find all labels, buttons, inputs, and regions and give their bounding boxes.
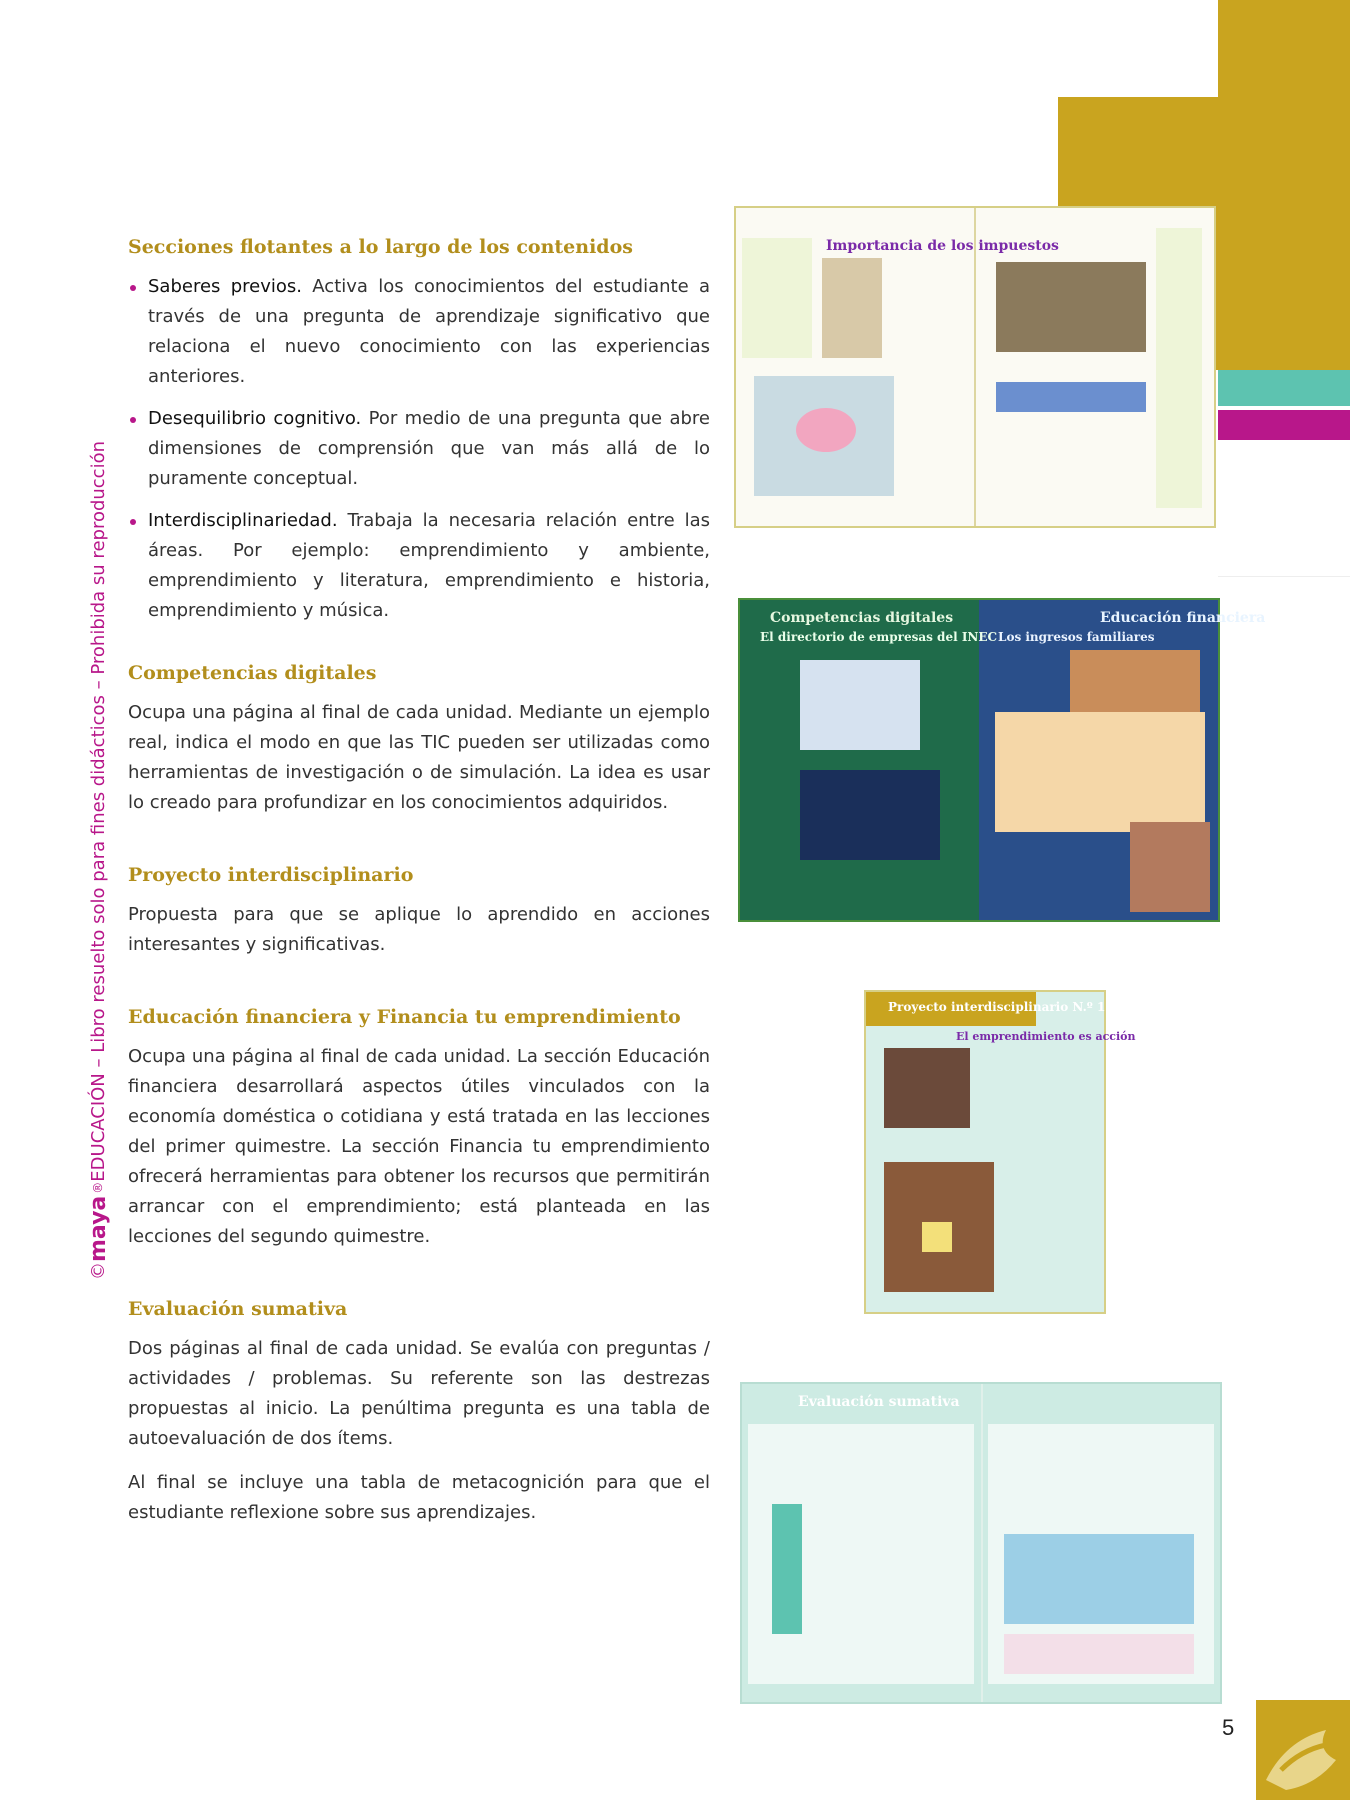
section-title: Evaluación sumativa	[128, 1298, 348, 1320]
item-term: Interdisciplinariedad.	[148, 510, 338, 531]
item-text: Activa los conocimientos del estudiante a través de una pregunta de aprendizaje significativo que relaciona el nuevo conocimiento con las experiencias anteriores.	[148, 276, 711, 387]
section-sumativa	[128, 1298, 710, 1528]
section-financiera	[128, 1006, 710, 1252]
list-item	[128, 272, 710, 392]
section-title: Educación financiera y Financia tu emprendimiento	[128, 1006, 681, 1028]
table-placeholder	[996, 382, 1146, 412]
thumb-subtitle: El directorio de empresas del INEC	[760, 630, 998, 644]
item-term: Saberes previos.	[148, 276, 302, 297]
list-item	[128, 506, 710, 626]
thumb-title: Competencias digitales	[770, 610, 954, 626]
section-proyecto	[128, 864, 710, 960]
thumb-subtitle: Los ingresos familiares	[998, 630, 1155, 644]
divider	[1218, 576, 1350, 577]
brand-name: maya	[85, 1195, 111, 1262]
thumb-title: Evaluación sumativa	[798, 1394, 960, 1410]
thumbnail-proyecto-page	[864, 990, 1136, 1314]
thumb-title: Importancia de los impuestos	[826, 238, 1059, 254]
vertical-copyright-text	[78, 440, 118, 1280]
item-term: Desequilibrio cognitivo.	[148, 408, 362, 429]
screenshot-placeholder	[800, 770, 940, 860]
column-placeholder	[772, 1504, 802, 1634]
list-item	[128, 404, 710, 494]
decorative-white-notch	[1058, 0, 1218, 97]
table-placeholder	[1004, 1534, 1194, 1624]
main-content	[128, 236, 710, 1562]
thumbnail-competencias-spread	[738, 598, 1266, 922]
section-flotantes	[128, 236, 710, 626]
item-text: Por medio de una pregunta que abre dimensiones de comprensión que van más allá de lo puramente conceptual.	[148, 408, 710, 489]
registered-symbol: ®	[91, 1181, 105, 1194]
photo-placeholder	[996, 262, 1146, 352]
copyright-notice: EDUCACIÓN – Libro resuelto solo para fines didácticos – Prohibida su reproducción	[87, 440, 109, 1182]
decorative-teal-stripe	[1218, 370, 1350, 406]
copyright-symbol: ©	[87, 1262, 109, 1280]
photo-placeholder	[822, 258, 882, 358]
thumb-title: Proyecto interdisciplinario N.º 1	[888, 1000, 1106, 1014]
section-text: Ocupa una página al final de cada unidad. La sección Educación financiera desarrollará aspectos útiles vinculados con la economía doméstica o cotidiana y está tratada en las lecciones del primer quimestre. La sección Financia tu emprendimiento ofrecerá herramientas para obtener los recursos que permitirán arrancar con el emprendimiento; está planteada en las lecciones del segundo quimestre.	[128, 1046, 710, 1247]
hand-logo-icon	[1256, 1700, 1350, 1800]
screenshot-placeholder	[800, 660, 920, 750]
thumb-subtitle: El emprendimiento es acción	[956, 1030, 1136, 1043]
section-title: Proyecto interdisciplinario	[128, 864, 414, 886]
decorative-gold-block-lower	[1218, 97, 1350, 370]
spine	[974, 208, 976, 526]
logo-icon	[1256, 1700, 1350, 1800]
section-text: Propuesta para que se aplique lo aprendido en acciones interesantes y significativas.	[128, 904, 710, 955]
section-text: Al final se incluye una tabla de metacognición para que el estudiante reflexione sobre sus aprendizajes.	[128, 1472, 710, 1523]
lightbulb-icon	[922, 1222, 952, 1252]
photo-placeholder	[1130, 822, 1210, 912]
table-placeholder	[995, 712, 1205, 832]
section-digitales	[128, 662, 710, 818]
sidebar-placeholder	[742, 238, 812, 358]
thumbnail-impuestos-spread	[734, 206, 1216, 528]
section-title: Secciones flotantes a lo largo de los contenidos	[128, 236, 633, 258]
piggy-bank-icon	[796, 408, 856, 452]
bullet-list	[128, 272, 710, 626]
thumb-title: Educación financiera	[1100, 610, 1266, 626]
spine	[981, 1384, 983, 1702]
section-text: Ocupa una página al final de cada unidad. Mediante un ejemplo real, indica el modo en que las TIC pueden ser utilizadas como herramientas de investigación o de simulación. La idea es usar lo creado para profundizar en los conocimientos adquiridos.	[128, 702, 710, 813]
item-text: Trabaja la necesaria relación entre las áreas. Por ejemplo: emprendimiento y ambiente, emprendimiento y literatura, emprendimiento e historia, emprendimiento y música.	[148, 510, 710, 621]
table-placeholder	[1004, 1634, 1194, 1674]
sidebar-placeholder	[1156, 228, 1202, 508]
section-title: Competencias digitales	[128, 662, 377, 684]
decorative-magenta-stripe	[1218, 410, 1350, 440]
section-text: Dos páginas al final de cada unidad. Se evalúa con preguntas / actividades / problemas. Su referente son las destrezas propuestas al inicio. La penúltima pregunta es una tabla de autoevaluación de dos ítems.	[128, 1338, 710, 1449]
photo-placeholder	[884, 1048, 970, 1128]
page-number: 5	[1222, 1715, 1235, 1740]
thumbnail-evaluacion-spread	[740, 1382, 1222, 1704]
